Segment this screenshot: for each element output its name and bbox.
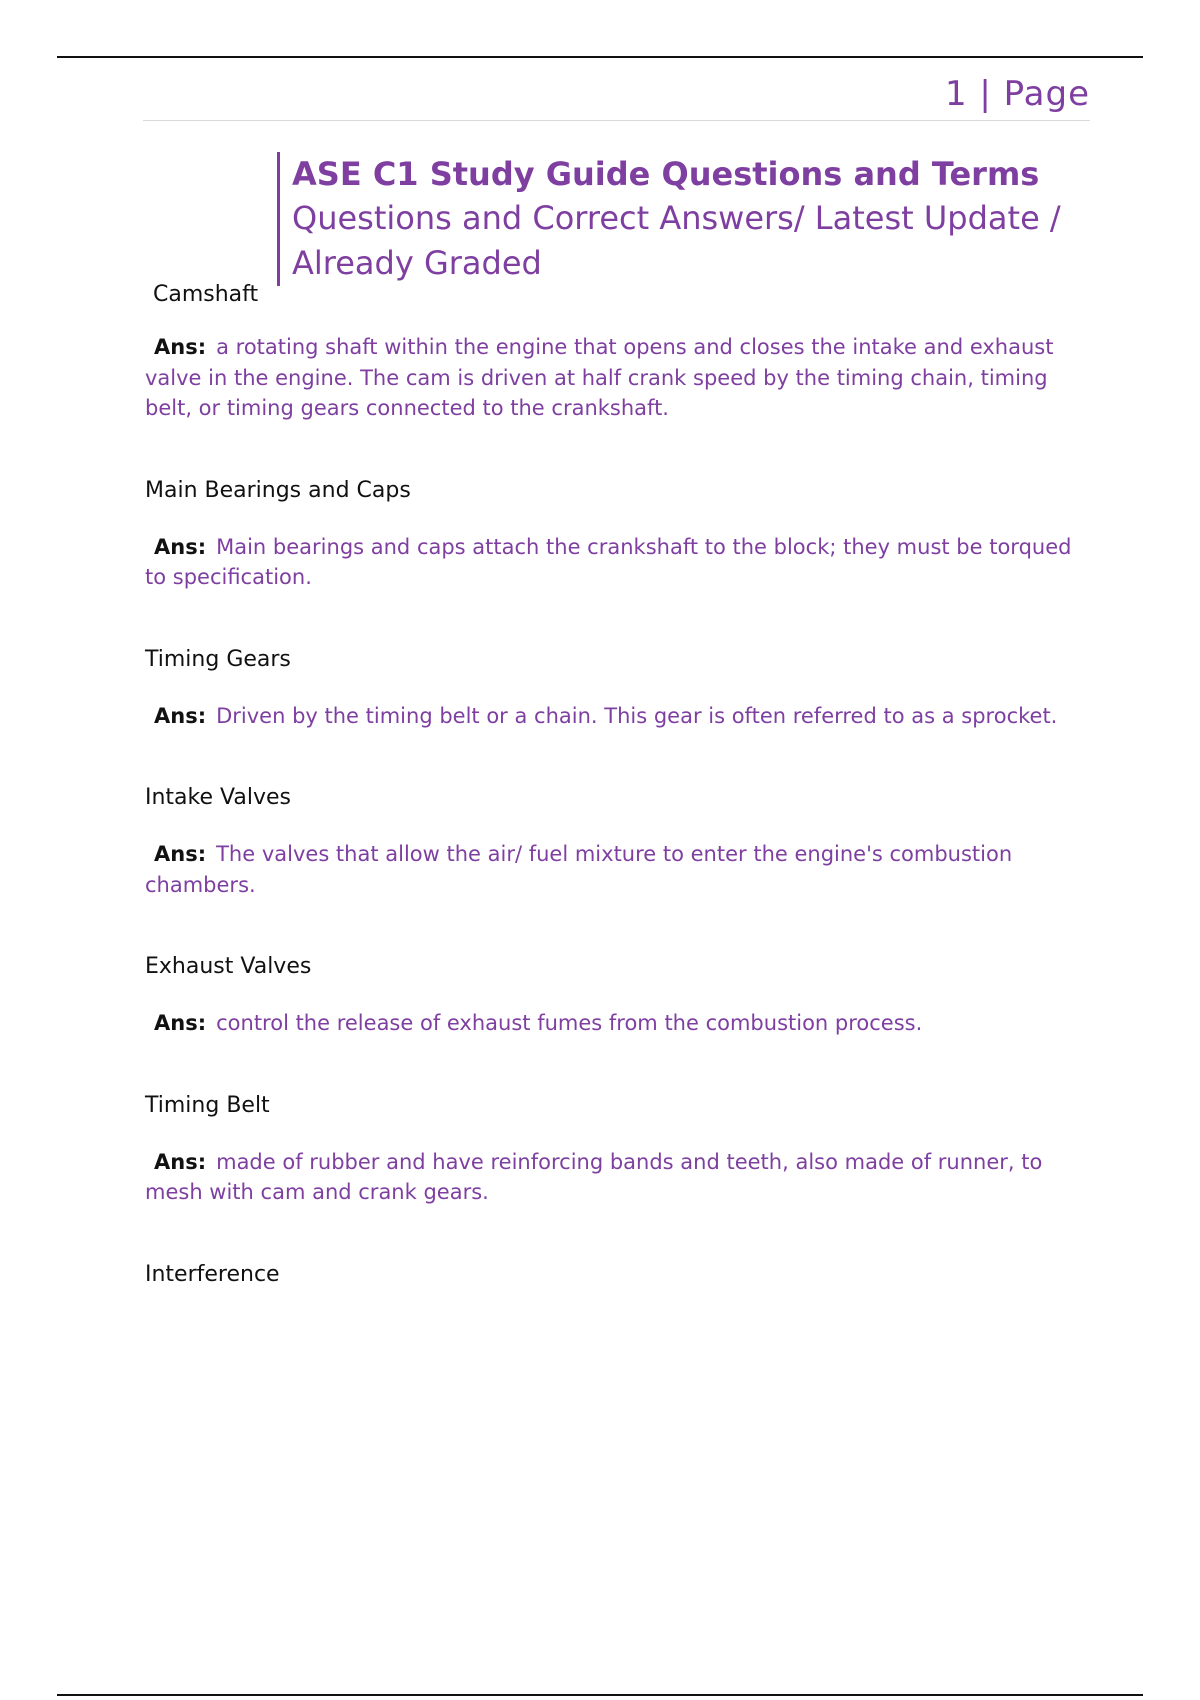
document-subtitle: Questions and Correct Answers/ Latest Update / Already Graded (292, 199, 1061, 282)
qa-item-main-bearings (145, 476, 1085, 506)
qa-item-camshaft (153, 280, 1085, 310)
page-number: 1 | Page (944, 74, 1090, 114)
ans-label: Ans: (154, 1149, 207, 1174)
ans-label: Ans: (154, 335, 207, 359)
ans-label: Ans: (154, 842, 207, 866)
answer-timing-gears (145, 701, 1085, 732)
term-intake-valves: Intake Valves (145, 785, 291, 810)
term-main-bearings: Main Bearings and Caps (145, 477, 411, 503)
page-header (143, 70, 1090, 121)
ans-label: Ans: (154, 1011, 207, 1035)
answer-text-exhaust-valves: control the release of exhaust fumes from the combustion process. (216, 1011, 923, 1035)
answer-text-timing-gears: Driven by the timing belt or a chain. This gear is often referred to as a sprocket. (216, 703, 1058, 728)
answer-intake-valves (145, 839, 1085, 900)
term-exhaust-valves: Exhaust Valves (145, 954, 312, 979)
top-page-rule (57, 56, 1143, 58)
qa-list (145, 280, 1085, 1290)
answer-text-timing-belt: made of rubber and have reinforcing bands and teeth, also made of runner, to mesh with cam and crank gears. (145, 1149, 1043, 1204)
answer-text-main-bearings: Main bearings and caps attach the crankshaft to the block; they must be torqued to specification. (145, 534, 1072, 589)
term-timing-belt: Timing Belt (145, 1092, 270, 1118)
ans-label: Ans: (154, 534, 207, 559)
answer-camshaft (145, 332, 1085, 424)
title-block (277, 152, 1112, 286)
qa-item-intake-valves (145, 783, 1085, 813)
answer-main-bearings (145, 532, 1085, 593)
qa-item-timing-belt (145, 1091, 1085, 1121)
answer-exhaust-valves (145, 1008, 1085, 1039)
answer-text-intake-valves: The valves that allow the air/ fuel mixture to enter the engine's combustion chambers. (145, 842, 1013, 897)
ans-label: Ans: (154, 703, 207, 728)
term-timing-gears: Timing Gears (145, 646, 291, 672)
term-camshaft: Camshaft (153, 282, 259, 307)
qa-item-exhaust-valves (145, 952, 1085, 982)
bottom-page-rule (57, 1694, 1143, 1696)
answer-timing-belt (145, 1147, 1085, 1208)
qa-item-interference (145, 1260, 1085, 1290)
document-title: ASE C1 Study Guide Questions and Terms (292, 155, 1040, 193)
term-interference: Interference (145, 1261, 280, 1287)
answer-text-camshaft: a rotating shaft within the engine that opens and closes the intake and exhaust valve in the engine. The cam is driven at half crank speed by the timing chain, timing belt, or timing gears connected to the crankshaft. (145, 335, 1054, 420)
qa-item-timing-gears (145, 645, 1085, 675)
